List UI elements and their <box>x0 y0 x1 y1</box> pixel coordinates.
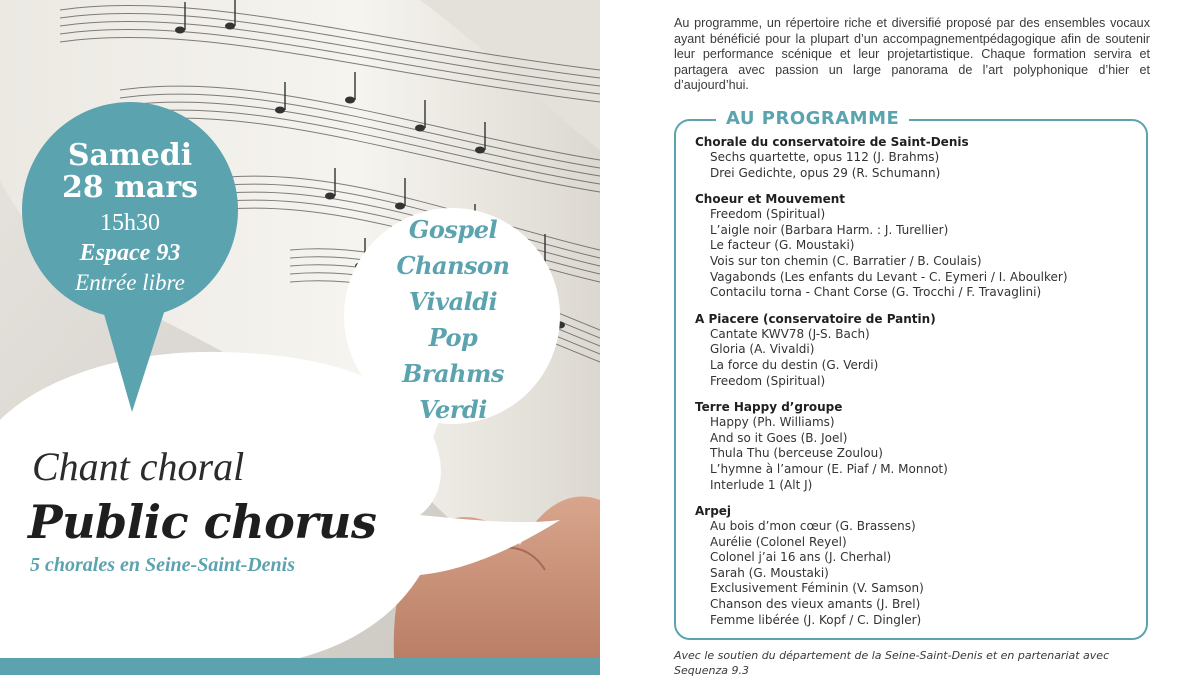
ensemble-name: Arpej <box>695 504 732 519</box>
piece-item: Exclusivement Féminin (V. Samson) <box>710 581 924 596</box>
genre-item: Pop <box>428 323 478 352</box>
genre-item: Gospel <box>408 215 498 244</box>
poster-subtitle: 5 chorales en Seine-Saint-Denis <box>30 554 296 576</box>
poster-bottom-band <box>0 658 600 675</box>
piece-item: Interlude 1 (Alt J) <box>710 477 813 492</box>
intro-paragraph: Au programme, un répertoire riche et diversifié proposé par des ensembles vocaux ayant bénéficié pour la plupart d’un accompagnementpédagogique afin de soutenir leur performance scénique et leur projetartistique. Chaque formation servira et partagera avec passion un large panorama de l’art polyphonique d’hier et d’aujourd’hui. <box>674 16 1150 93</box>
poster-title-main: Public chorus <box>28 495 377 549</box>
programme-heading: AU PROGRAMME <box>716 106 909 132</box>
event-day: Samedi <box>67 138 193 173</box>
piece-item: Colonel j’ai 16 ans (J. Cherhal) <box>710 550 892 565</box>
event-entry: Entrée libre <box>75 270 185 295</box>
piece-item: Cantate KWV78 (J-S. Bach) <box>710 326 870 341</box>
ensemble-name: A Piacere (conservatoire de Pantin) <box>695 311 936 326</box>
piece-item: Gloria (A. Vivaldi) <box>710 342 815 357</box>
piece-item: Drei Gedichte, opus 29 (R. Schumann) <box>710 165 941 180</box>
genre-item: Verdi <box>419 395 487 424</box>
piece-item: Sechs quartette, opus 112 (J. Brahms) <box>710 150 940 164</box>
event-poster <box>0 0 600 675</box>
piece-item: Vois sur ton chemin (C. Barratier / B. Coulais) <box>710 253 982 268</box>
ensemble-block <box>695 503 1135 628</box>
footer-note: Avec le soutien du département de la Seine-Saint-Denis et en partenariat avec Sequenza 9.3 <box>674 649 1110 677</box>
event-time: 15h30 <box>100 210 160 236</box>
piece-item: Le facteur (G. Moustaki) <box>710 238 855 253</box>
piece-item: Aurélie (Colonel Reyel) <box>710 534 847 549</box>
poster-title-small: Chant choral <box>32 444 245 489</box>
piece-item: La force du destin (G. Verdi) <box>710 357 879 372</box>
piece-item: Sarah (G. Moustaki) <box>710 565 829 580</box>
ensemble-block <box>695 191 1135 301</box>
piece-item: Contacilu torna - Chant Corse (G. Trocchi / F. Travaglini) <box>710 285 1042 300</box>
ensemble-name: Terre Happy d’groupe <box>695 400 843 415</box>
piece-item: Thula Thu (berceuse Zoulou) <box>710 446 883 461</box>
event-date: 28 mars <box>61 170 199 205</box>
piece-item: And so it Goes (B. Joel) <box>710 430 848 445</box>
piece-item: Vagabonds (Les enfants du Levant - C. Eymeri / I. Aboulker) <box>710 269 1068 284</box>
piece-item: Femme libérée (J. Kopf / C. Dingler) <box>710 612 922 627</box>
ensemble-block <box>695 311 1135 389</box>
event-venue: Espace 93 <box>79 240 181 266</box>
ensemble-name: Choeur et Mouvement <box>695 192 846 207</box>
genre-item: Brahms <box>402 359 504 388</box>
genre-item: Chanson <box>396 251 510 280</box>
ensemble-block <box>695 399 1135 493</box>
piece-item: Freedom (Spiritual) <box>710 373 826 388</box>
piece-item: Freedom (Spiritual) <box>710 207 826 222</box>
programme-list <box>695 134 1135 638</box>
event-details <box>22 102 238 318</box>
piece-item: Happy (Ph. Williams) <box>710 415 835 430</box>
piece-item: Chanson des vieux amants (J. Brel) <box>710 597 921 612</box>
piece-item: L’hymne à l’amour (E. Piaf / M. Monnot) <box>710 461 948 476</box>
piece-item: L’aigle noir (Barbara Harm. : J. Turellier) <box>710 222 949 237</box>
ensemble-name: Chorale du conservatoire de Saint-Denis <box>695 135 969 149</box>
ensemble-block <box>695 134 1135 181</box>
genre-item: Vivaldi <box>408 287 498 316</box>
piece-item: Au bois d’mon cœur (G. Brassens) <box>710 519 916 534</box>
